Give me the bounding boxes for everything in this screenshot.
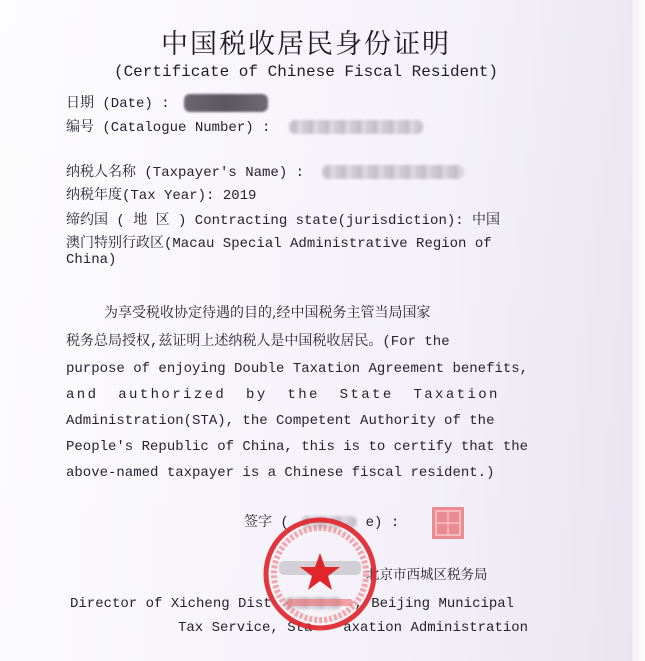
official-red-seal-icon — [261, 515, 379, 633]
catalogue-redacted — [289, 120, 423, 134]
director-line-2-end: axation Administration — [343, 620, 529, 636]
tax-year: 纳税年度(Tax Year): 2019 — [66, 188, 257, 204]
date-row — [66, 92, 268, 112]
paper-edge — [632, 0, 645, 661]
date-label: 日期 (Date) : — [66, 96, 170, 112]
signature-label-tail: e) : — [365, 515, 400, 531]
body-en-line-1: purpose of enjoying Double Taxation Agreement benefits, — [66, 361, 529, 377]
title-chinese: 中国税收居民身份证明 — [161, 29, 451, 60]
contracting-line-1: 缔约国 ( 地 区 ) Contracting state(jurisdiction): 中国 — [66, 213, 501, 229]
title-english: (Certificate of Chinese Fiscal Resident) — [113, 63, 499, 81]
body-en-line-5: above-named taxpayer is a Chinese fiscal resident.) — [66, 465, 495, 481]
issuer-cn: 北京市西城区税务局 — [366, 567, 488, 583]
taxpayer-redacted — [322, 165, 464, 179]
body-cn-line-2: 税务总局授权,兹证明上述纳税人是中国税收居民。(For the — [66, 334, 450, 350]
director-line-2-start: Tax Service, Sta — [178, 620, 313, 636]
body-en-line-2: and authorized by the State Taxation — [66, 387, 500, 403]
date-redacted — [184, 94, 268, 112]
taxpayer-row — [66, 161, 464, 181]
body-en-line-4: People's Republic of China, this is to certify that the — [66, 439, 529, 455]
body-cn-line-1: 为享受税收协定待遇的目的,经中国税务主管当局国家 — [104, 305, 431, 321]
catalogue-label: 编号 (Catalogue Number) : — [66, 120, 271, 136]
catalogue-row — [66, 116, 423, 136]
signature-label: 签字 ( — [244, 515, 289, 531]
taxpayer-label: 纳税人名称 (Taxpayer's Name) : — [66, 165, 305, 181]
director-line-1-end: , Beijing Municipal — [354, 596, 515, 612]
director-line-1-start: Director of Xicheng Dist — [70, 596, 272, 612]
contracting-line-2: 澳门特别行政区(Macau Special Administrative Region of — [66, 236, 492, 252]
body-en-line-3: Administration(STA), the Competent Authority of the — [66, 413, 495, 429]
contracting-line-3: China) — [66, 252, 117, 268]
red-name-stamp-icon — [430, 505, 466, 541]
